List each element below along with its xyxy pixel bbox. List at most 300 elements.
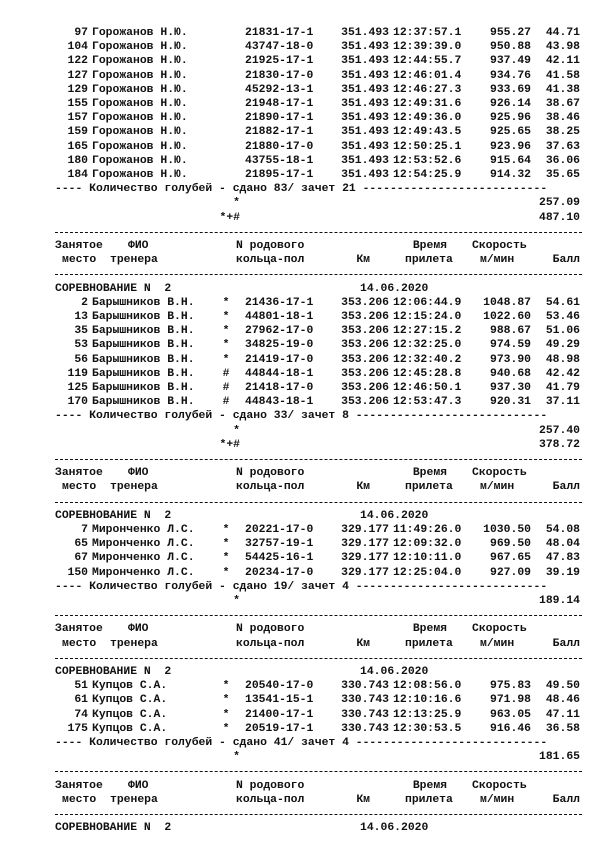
ring-number-cell: 34825-19-0 (245, 339, 314, 352)
header-zanyatoe: Занятое (55, 779, 103, 792)
table-row (0, 140, 600, 154)
dashed-rule (55, 232, 582, 233)
distance-cell: 351.493 (341, 41, 389, 54)
arrival-time-cell: 12:53:52.6 (393, 154, 462, 167)
table-row (0, 54, 600, 68)
speed-cell: 1030.50 (483, 524, 531, 536)
column-header-row (0, 622, 600, 636)
score-cell: 51.06 (545, 325, 580, 338)
speed-cell: 934.76 (489, 69, 531, 82)
speed-cell: 974.59 (489, 339, 531, 352)
speed-cell: 920.31 (489, 396, 531, 409)
arrival-time-cell: 12:50:25.1 (393, 140, 462, 153)
trainer-name-cell: Миронченко Л.С. (92, 538, 195, 551)
ring-number-cell: 21831-17-1 (245, 27, 314, 39)
table-row (0, 395, 600, 409)
distance-cell: 351.493 (341, 83, 389, 96)
place-cell: 155 (67, 98, 88, 110)
trainer-name-cell: Барышников В.Н. (92, 311, 195, 323)
table-row (0, 40, 600, 54)
score-cell: 35.65 (545, 169, 580, 181)
header-ring-number: N родового (236, 623, 305, 636)
speed-cell: 940.68 (489, 367, 531, 380)
distance-cell: 353.206 (341, 311, 389, 323)
header-arrival: прилета (405, 793, 453, 806)
arrival-time-cell: 12:08:56.0 (393, 680, 462, 693)
table-row (0, 708, 600, 722)
distance-cell: 330.743 (341, 722, 389, 735)
distance-cell: 351.493 (341, 27, 389, 39)
header-trainer: тренера (110, 254, 158, 267)
trainer-name-cell: Купцов С.А. (92, 680, 168, 693)
dashed-rule (55, 658, 582, 659)
header-km: Км (356, 481, 370, 494)
arrival-time-cell: 12:09:32.0 (393, 538, 462, 551)
ring-number-cell: 20221-17-0 (245, 524, 314, 536)
column-header-row (0, 637, 600, 651)
header-time: Время (412, 623, 447, 636)
trainer-name-cell: Горожанов Н.Ю. (92, 140, 188, 153)
score-cell: 49.50 (545, 680, 580, 693)
header-arrival: прилета (405, 481, 453, 494)
place-cell: 13 (74, 311, 88, 323)
arrival-time-cell: 12:49:43.5 (393, 126, 462, 139)
mark-cell: # (222, 396, 230, 409)
score-cell: 43.98 (545, 41, 580, 54)
competition-title (0, 665, 600, 679)
header-speed: Скорость (472, 623, 527, 636)
dashed-rule (55, 814, 582, 815)
ring-number-cell: 44844-18-1 (245, 367, 314, 380)
header-ring-sex: кольца-пол (236, 793, 305, 806)
place-cell: 119 (67, 367, 88, 380)
speed-cell: 969.50 (489, 538, 531, 551)
dashed-rule (55, 274, 582, 275)
place-cell: 56 (74, 353, 88, 366)
distance-cell: 330.743 (341, 708, 389, 721)
score-cell: 47.11 (545, 708, 580, 721)
table-row (0, 83, 600, 97)
pigeon-count-summary (0, 182, 600, 196)
header-ring-number: N родового (236, 467, 305, 480)
table-row (0, 168, 600, 182)
speed-cell: 937.30 (489, 382, 531, 394)
place-cell: 53 (74, 339, 88, 352)
header-speed: Скорость (472, 240, 527, 252)
arrival-time-cell: 12:32:40.2 (393, 353, 462, 366)
header-trainer: тренера (110, 793, 158, 806)
speed-cell: 933.69 (489, 83, 531, 96)
table-row (0, 310, 600, 324)
competition-date: 14.06.2020 (360, 822, 429, 835)
competition-title (0, 282, 600, 296)
table-row (0, 125, 600, 139)
arrival-time-cell: 11:49:26.0 (393, 524, 462, 536)
mark-cell: * (222, 722, 230, 735)
total-row (0, 594, 600, 608)
ring-number-cell: 20540-17-0 (245, 680, 314, 693)
header-score: Балл (552, 254, 580, 267)
table-row (0, 551, 600, 565)
score-cell: 38.25 (545, 126, 580, 139)
ring-number-cell: 21882-17-1 (245, 126, 314, 139)
ring-number-cell: 43755-18-1 (245, 154, 314, 167)
header-place: место (62, 793, 97, 806)
trainer-name-cell: Барышников В.Н. (92, 396, 195, 409)
place-cell: 129 (67, 83, 88, 96)
distance-cell: 353.206 (341, 382, 389, 394)
table-row (0, 338, 600, 352)
score-cell: 39.19 (545, 566, 580, 579)
mark-cell: * (222, 524, 230, 536)
distance-cell: 329.177 (341, 524, 389, 536)
speed-cell: 925.65 (489, 126, 531, 139)
summary-text: ---- Количество голубей - сдано 19/ зачет 4 ---------------------------- (55, 580, 548, 593)
ring-number-cell: 21925-17-1 (245, 55, 314, 68)
mark-cell: * (222, 311, 230, 323)
distance-cell: 351.493 (341, 169, 389, 181)
trainer-name-cell: Горожанов Н.Ю. (92, 83, 188, 96)
header-ring-number: N родового (236, 779, 305, 792)
score-cell: 49.29 (545, 339, 580, 352)
ring-number-cell: 21895-17-1 (245, 169, 314, 181)
ring-number-cell: 20519-17-1 (245, 722, 314, 735)
place-cell: 170 (67, 396, 88, 409)
header-fio: ФИО (128, 240, 149, 252)
speed-cell: 937.49 (489, 55, 531, 68)
score-cell: 48.98 (545, 353, 580, 366)
arrival-time-cell: 12:46:50.1 (393, 382, 462, 394)
header-zanyatoe: Занятое (55, 240, 103, 252)
total-mark: *+# (219, 211, 240, 224)
speed-cell: 988.67 (489, 325, 531, 338)
dashed-rule (55, 615, 582, 616)
score-cell: 41.79 (545, 382, 580, 394)
trainer-name-cell: Горожанов Н.Ю. (92, 69, 188, 82)
ring-number-cell: 45292-13-1 (245, 83, 314, 96)
distance-cell: 330.743 (341, 680, 389, 693)
trainer-name-cell: Горожанов Н.Ю. (92, 169, 188, 181)
total-value: 487.10 (538, 211, 580, 224)
header-place: место (62, 254, 97, 267)
summary-text: ---- Количество голубей - сдано 41/ зачет 4 ---------------------------- (55, 737, 548, 749)
trainer-name-cell: Барышников В.Н. (92, 367, 195, 380)
speed-cell: 914.32 (489, 169, 531, 181)
score-cell: 41.38 (545, 83, 580, 96)
score-cell: 41.58 (545, 69, 580, 82)
trainer-name-cell: Миронченко Л.С. (92, 524, 195, 536)
mark-cell: * (222, 552, 230, 565)
header-trainer: тренера (110, 637, 158, 650)
summary-text: ---- Количество голубей - сдано 33/ зачет 8 ---------------------------- (55, 410, 548, 423)
score-cell: 47.83 (545, 552, 580, 565)
arrival-time-cell: 12:37:57.1 (393, 27, 462, 39)
pigeon-count-summary (0, 580, 600, 594)
place-cell: 104 (67, 41, 88, 54)
trainer-name-cell: Горожанов Н.Ю. (92, 98, 188, 110)
header-speed: Скорость (472, 467, 527, 480)
table-row (0, 97, 600, 111)
arrival-time-cell: 12:15:24.0 (393, 311, 462, 323)
total-mark: * (233, 197, 240, 210)
trainer-name-cell: Горожанов Н.Ю. (92, 55, 188, 68)
score-cell: 48.04 (545, 538, 580, 551)
trainer-name-cell: Барышников В.Н. (92, 353, 195, 366)
trainer-name-cell: Барышников В.Н. (92, 339, 195, 352)
ring-number-cell: 21418-17-0 (245, 382, 314, 394)
place-cell: 51 (74, 680, 88, 693)
distance-cell: 351.493 (341, 112, 389, 125)
score-cell: 53.46 (545, 311, 580, 323)
header-m-per-min: м/мин (480, 637, 515, 650)
total-value: 257.09 (538, 197, 580, 210)
mark-cell: * (222, 708, 230, 721)
place-cell: 127 (67, 69, 88, 82)
header-fio: ФИО (128, 467, 149, 480)
header-m-per-min: м/мин (480, 481, 515, 494)
distance-cell: 329.177 (341, 552, 389, 565)
arrival-time-cell: 12:53:47.3 (393, 396, 462, 409)
speed-cell: 950.88 (489, 41, 531, 54)
competition-name: СОРЕВНОВАНИЕ N 2 (55, 282, 172, 295)
ring-number-cell: 43747-18-0 (245, 41, 314, 54)
total-value: 378.72 (538, 438, 580, 451)
table-row (0, 381, 600, 395)
ring-number-cell: 44801-18-1 (245, 311, 314, 323)
speed-cell: 915.64 (489, 154, 531, 167)
distance-cell: 353.206 (341, 353, 389, 366)
header-place: место (62, 481, 97, 494)
place-cell: 157 (67, 112, 88, 125)
column-header-row (0, 480, 600, 494)
header-m-per-min: м/мин (480, 254, 515, 267)
competition-title (0, 509, 600, 523)
column-header-row (0, 253, 600, 267)
score-cell: 38.46 (545, 112, 580, 125)
arrival-time-cell: 12:25:04.0 (393, 566, 462, 579)
table-row (0, 111, 600, 125)
distance-cell: 351.493 (341, 55, 389, 68)
distance-cell: 351.493 (341, 154, 389, 167)
trainer-name-cell: Миронченко Л.С. (92, 566, 195, 579)
competition-name: СОРЕВНОВАНИЕ N 2 (55, 666, 172, 678)
trainer-name-cell: Купцов С.А. (92, 722, 168, 735)
header-speed: Скорость (472, 779, 527, 792)
trainer-name-cell: Купцов С.А. (92, 694, 168, 707)
total-mark: *+# (219, 438, 240, 451)
distance-cell: 330.743 (341, 694, 389, 707)
score-cell: 37.11 (545, 396, 580, 409)
table-row (0, 69, 600, 83)
speed-cell: 975.83 (489, 680, 531, 693)
header-zanyatoe: Занятое (55, 467, 103, 480)
place-cell: 184 (67, 169, 88, 181)
header-km: Км (356, 637, 370, 650)
header-score: Балл (552, 637, 580, 650)
speed-cell: 955.27 (489, 27, 531, 39)
header-km: Км (356, 793, 370, 806)
table-row (0, 154, 600, 168)
header-trainer: тренера (110, 481, 158, 494)
score-cell: 54.61 (545, 296, 580, 309)
mark-cell: * (222, 296, 230, 309)
header-arrival: прилета (405, 637, 453, 650)
header-time: Время (412, 779, 447, 792)
trainer-name-cell: Горожанов Н.Ю. (92, 126, 188, 139)
header-ring-sex: кольца-пол (236, 254, 305, 267)
total-value: 189.14 (538, 595, 580, 607)
speed-cell: 967.65 (489, 552, 531, 565)
arrival-time-cell: 12:13:25.9 (393, 708, 462, 721)
dashed-rule (55, 502, 582, 503)
total-row (0, 196, 600, 210)
arrival-time-cell: 12:06:44.9 (393, 296, 462, 309)
score-cell: 44.71 (545, 27, 580, 39)
arrival-time-cell: 12:32:25.0 (393, 339, 462, 352)
arrival-time-cell: 12:46:27.3 (393, 83, 462, 96)
ring-number-cell: 21890-17-1 (245, 112, 314, 125)
header-fio: ФИО (128, 779, 149, 792)
header-m-per-min: м/мин (480, 793, 515, 806)
place-cell: 74 (74, 708, 88, 721)
distance-cell: 329.177 (341, 566, 389, 579)
mark-cell: # (222, 367, 230, 380)
speed-cell: 925.96 (489, 112, 531, 125)
speed-cell: 923.96 (489, 140, 531, 153)
column-header-row (0, 466, 600, 480)
trainer-name-cell: Барышников В.Н. (92, 325, 195, 338)
total-mark: * (233, 751, 240, 764)
header-score: Балл (552, 481, 580, 494)
score-cell: 42.11 (545, 55, 580, 68)
competition-date: 14.06.2020 (360, 509, 429, 522)
ring-number-cell: 21880-17-0 (245, 140, 314, 153)
total-value: 181.65 (538, 751, 580, 764)
ring-number-cell: 21400-17-1 (245, 708, 314, 721)
trainer-name-cell: Горожанов Н.Ю. (92, 154, 188, 167)
distance-cell: 353.206 (341, 339, 389, 352)
arrival-time-cell: 12:30:53.5 (393, 722, 462, 735)
speed-cell: 927.09 (489, 566, 531, 579)
trainer-name-cell: Барышников В.Н. (92, 382, 195, 394)
header-fio: ФИО (128, 623, 149, 636)
ring-number-cell: 21436-17-1 (245, 296, 314, 309)
summary-text: ---- Количество голубей - сдано 83/ зачет 21 --------------------------- (55, 183, 548, 196)
arrival-time-cell: 12:49:31.6 (393, 98, 462, 110)
place-cell: 7 (81, 524, 88, 536)
distance-cell: 353.206 (341, 325, 389, 338)
distance-cell: 351.493 (341, 69, 389, 82)
score-cell: 42.42 (545, 367, 580, 380)
arrival-time-cell: 12:10:16.6 (393, 694, 462, 707)
total-row (0, 424, 600, 438)
place-cell: 35 (74, 325, 88, 338)
total-value: 257.40 (538, 424, 580, 437)
table-row (0, 353, 600, 367)
table-row (0, 26, 600, 40)
place-cell: 150 (67, 566, 88, 579)
mark-cell: * (222, 339, 230, 352)
distance-cell: 351.493 (341, 140, 389, 153)
mark-cell: # (222, 382, 230, 394)
mark-cell: * (222, 325, 230, 338)
distance-cell: 329.177 (341, 538, 389, 551)
speed-cell: 1048.87 (483, 296, 531, 309)
ring-number-cell: 44843-18-1 (245, 396, 314, 409)
mark-cell: * (222, 538, 230, 551)
column-header-row (0, 793, 600, 807)
trainer-name-cell: Горожанов Н.Ю. (92, 112, 188, 125)
ring-number-cell: 13541-15-1 (245, 694, 314, 707)
table-row (0, 367, 600, 381)
pigeon-count-summary (0, 409, 600, 423)
table-row (0, 296, 600, 310)
competition-name: СОРЕВНОВАНИЕ N 2 (55, 509, 172, 522)
table-row (0, 566, 600, 580)
header-time: Время (412, 467, 447, 480)
mark-cell: * (222, 694, 230, 707)
header-ring-number: N родового (236, 240, 305, 252)
score-cell: 36.06 (545, 154, 580, 167)
table-row (0, 693, 600, 707)
place-cell: 65 (74, 538, 88, 551)
distance-cell: 353.206 (341, 367, 389, 380)
header-km: Км (356, 254, 370, 267)
ring-number-cell: 21830-17-0 (245, 69, 314, 82)
place-cell: 122 (67, 55, 88, 68)
pigeon-count-summary (0, 736, 600, 750)
arrival-time-cell: 12:44:55.7 (393, 55, 462, 68)
ring-number-cell: 32757-19-1 (245, 538, 314, 551)
distance-cell: 351.493 (341, 126, 389, 139)
place-cell: 2 (81, 296, 88, 309)
competition-title (0, 821, 600, 835)
arrival-time-cell: 12:45:28.8 (393, 367, 462, 380)
table-row (0, 537, 600, 551)
arrival-time-cell: 12:46:01.4 (393, 69, 462, 82)
competition-name: СОРЕВНОВАНИЕ N 2 (55, 822, 172, 835)
header-place: место (62, 637, 97, 650)
total-mark: * (233, 595, 240, 607)
ring-number-cell: 20234-17-0 (245, 566, 314, 579)
distance-cell: 353.206 (341, 296, 389, 309)
trainer-name-cell: Миронченко Л.С. (92, 552, 195, 565)
score-cell: 38.67 (545, 98, 580, 110)
trainer-name-cell: Горожанов Н.Ю. (92, 27, 188, 39)
header-zanyatoe: Занятое (55, 623, 103, 636)
total-mark: * (233, 424, 240, 437)
table-row (0, 722, 600, 736)
trainer-name-cell: Купцов С.А. (92, 708, 168, 721)
competition-date: 14.06.2020 (360, 282, 429, 295)
dashed-rule (55, 771, 582, 772)
table-row (0, 679, 600, 693)
mark-cell: * (222, 353, 230, 366)
place-cell: 67 (74, 552, 88, 565)
table-row (0, 523, 600, 537)
dashed-rule (55, 459, 582, 460)
arrival-time-cell: 12:49:36.0 (393, 112, 462, 125)
competition-date: 14.06.2020 (360, 666, 429, 678)
ring-number-cell: 27962-17-0 (245, 325, 314, 338)
trainer-name-cell: Барышников В.Н. (92, 296, 195, 309)
ring-number-cell: 54425-16-1 (245, 552, 314, 565)
speed-cell: 973.90 (489, 353, 531, 366)
place-cell: 61 (74, 694, 88, 707)
place-cell: 165 (67, 140, 88, 153)
table-row (0, 324, 600, 338)
column-header-row (0, 779, 600, 793)
